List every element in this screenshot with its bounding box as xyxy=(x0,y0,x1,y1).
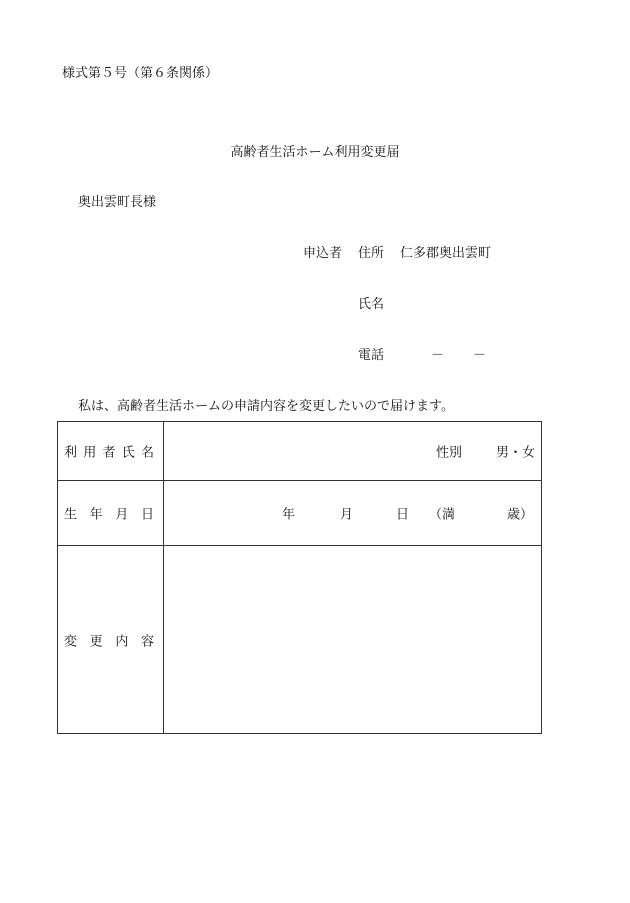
birth-date-field[interactable] xyxy=(164,481,542,546)
label-char: 年 xyxy=(89,507,103,523)
phone-label: 電話 xyxy=(358,348,385,363)
label-char: 容 xyxy=(140,634,154,649)
change-content-label xyxy=(58,630,163,649)
label-char: 名 xyxy=(140,445,154,461)
address-label: 住所 xyxy=(358,246,385,261)
form-number: 様式第５号（第６条関係） xyxy=(62,66,219,81)
user-name-field[interactable] xyxy=(164,422,542,481)
day-label: 日 xyxy=(396,507,410,523)
label-char: 更 xyxy=(89,634,103,649)
label-char: 月 xyxy=(115,507,129,523)
label-char: 氏 xyxy=(121,445,135,461)
phone-separator-2: － xyxy=(473,348,487,363)
birth-date-label-cell xyxy=(58,481,164,546)
label-char: 内 xyxy=(115,634,129,649)
birth-date-label xyxy=(58,504,163,523)
year-label: 年 xyxy=(282,507,296,523)
age-close: 歳） xyxy=(507,507,534,523)
user-name-label xyxy=(58,442,163,461)
label-char: 日 xyxy=(140,507,154,523)
address-value: 仁多郡奥出雲町 xyxy=(400,246,492,261)
gender-options: 男・女 xyxy=(496,445,536,461)
change-content-field[interactable] xyxy=(164,546,542,734)
applicant-label: 申込者 xyxy=(303,246,343,261)
statement-text: 私は、高齢者生活ホームの申請内容を変更したいので届けます。 xyxy=(78,399,454,414)
table-row-change-content xyxy=(58,546,542,734)
application-table xyxy=(57,421,542,734)
month-label: 月 xyxy=(340,507,354,523)
table-row-birth-date xyxy=(58,481,542,546)
label-char: 利 xyxy=(64,445,78,461)
label-char: 変 xyxy=(64,634,78,649)
label-char: 生 xyxy=(64,507,78,523)
gender-label: 性別 xyxy=(436,445,463,461)
label-char: 用 xyxy=(83,445,97,461)
document-title: 高齢者生活ホーム利用変更届 xyxy=(230,145,400,160)
name-label: 氏名 xyxy=(358,297,385,312)
addressee: 奥出雲町長様 xyxy=(78,195,157,210)
change-content-label-cell xyxy=(58,546,164,734)
table-row-user-name xyxy=(58,422,542,481)
phone-separator-1: － xyxy=(431,348,445,363)
age-open: （満 xyxy=(429,507,456,523)
label-char: 者 xyxy=(102,445,116,461)
user-name-label-cell xyxy=(58,422,164,481)
